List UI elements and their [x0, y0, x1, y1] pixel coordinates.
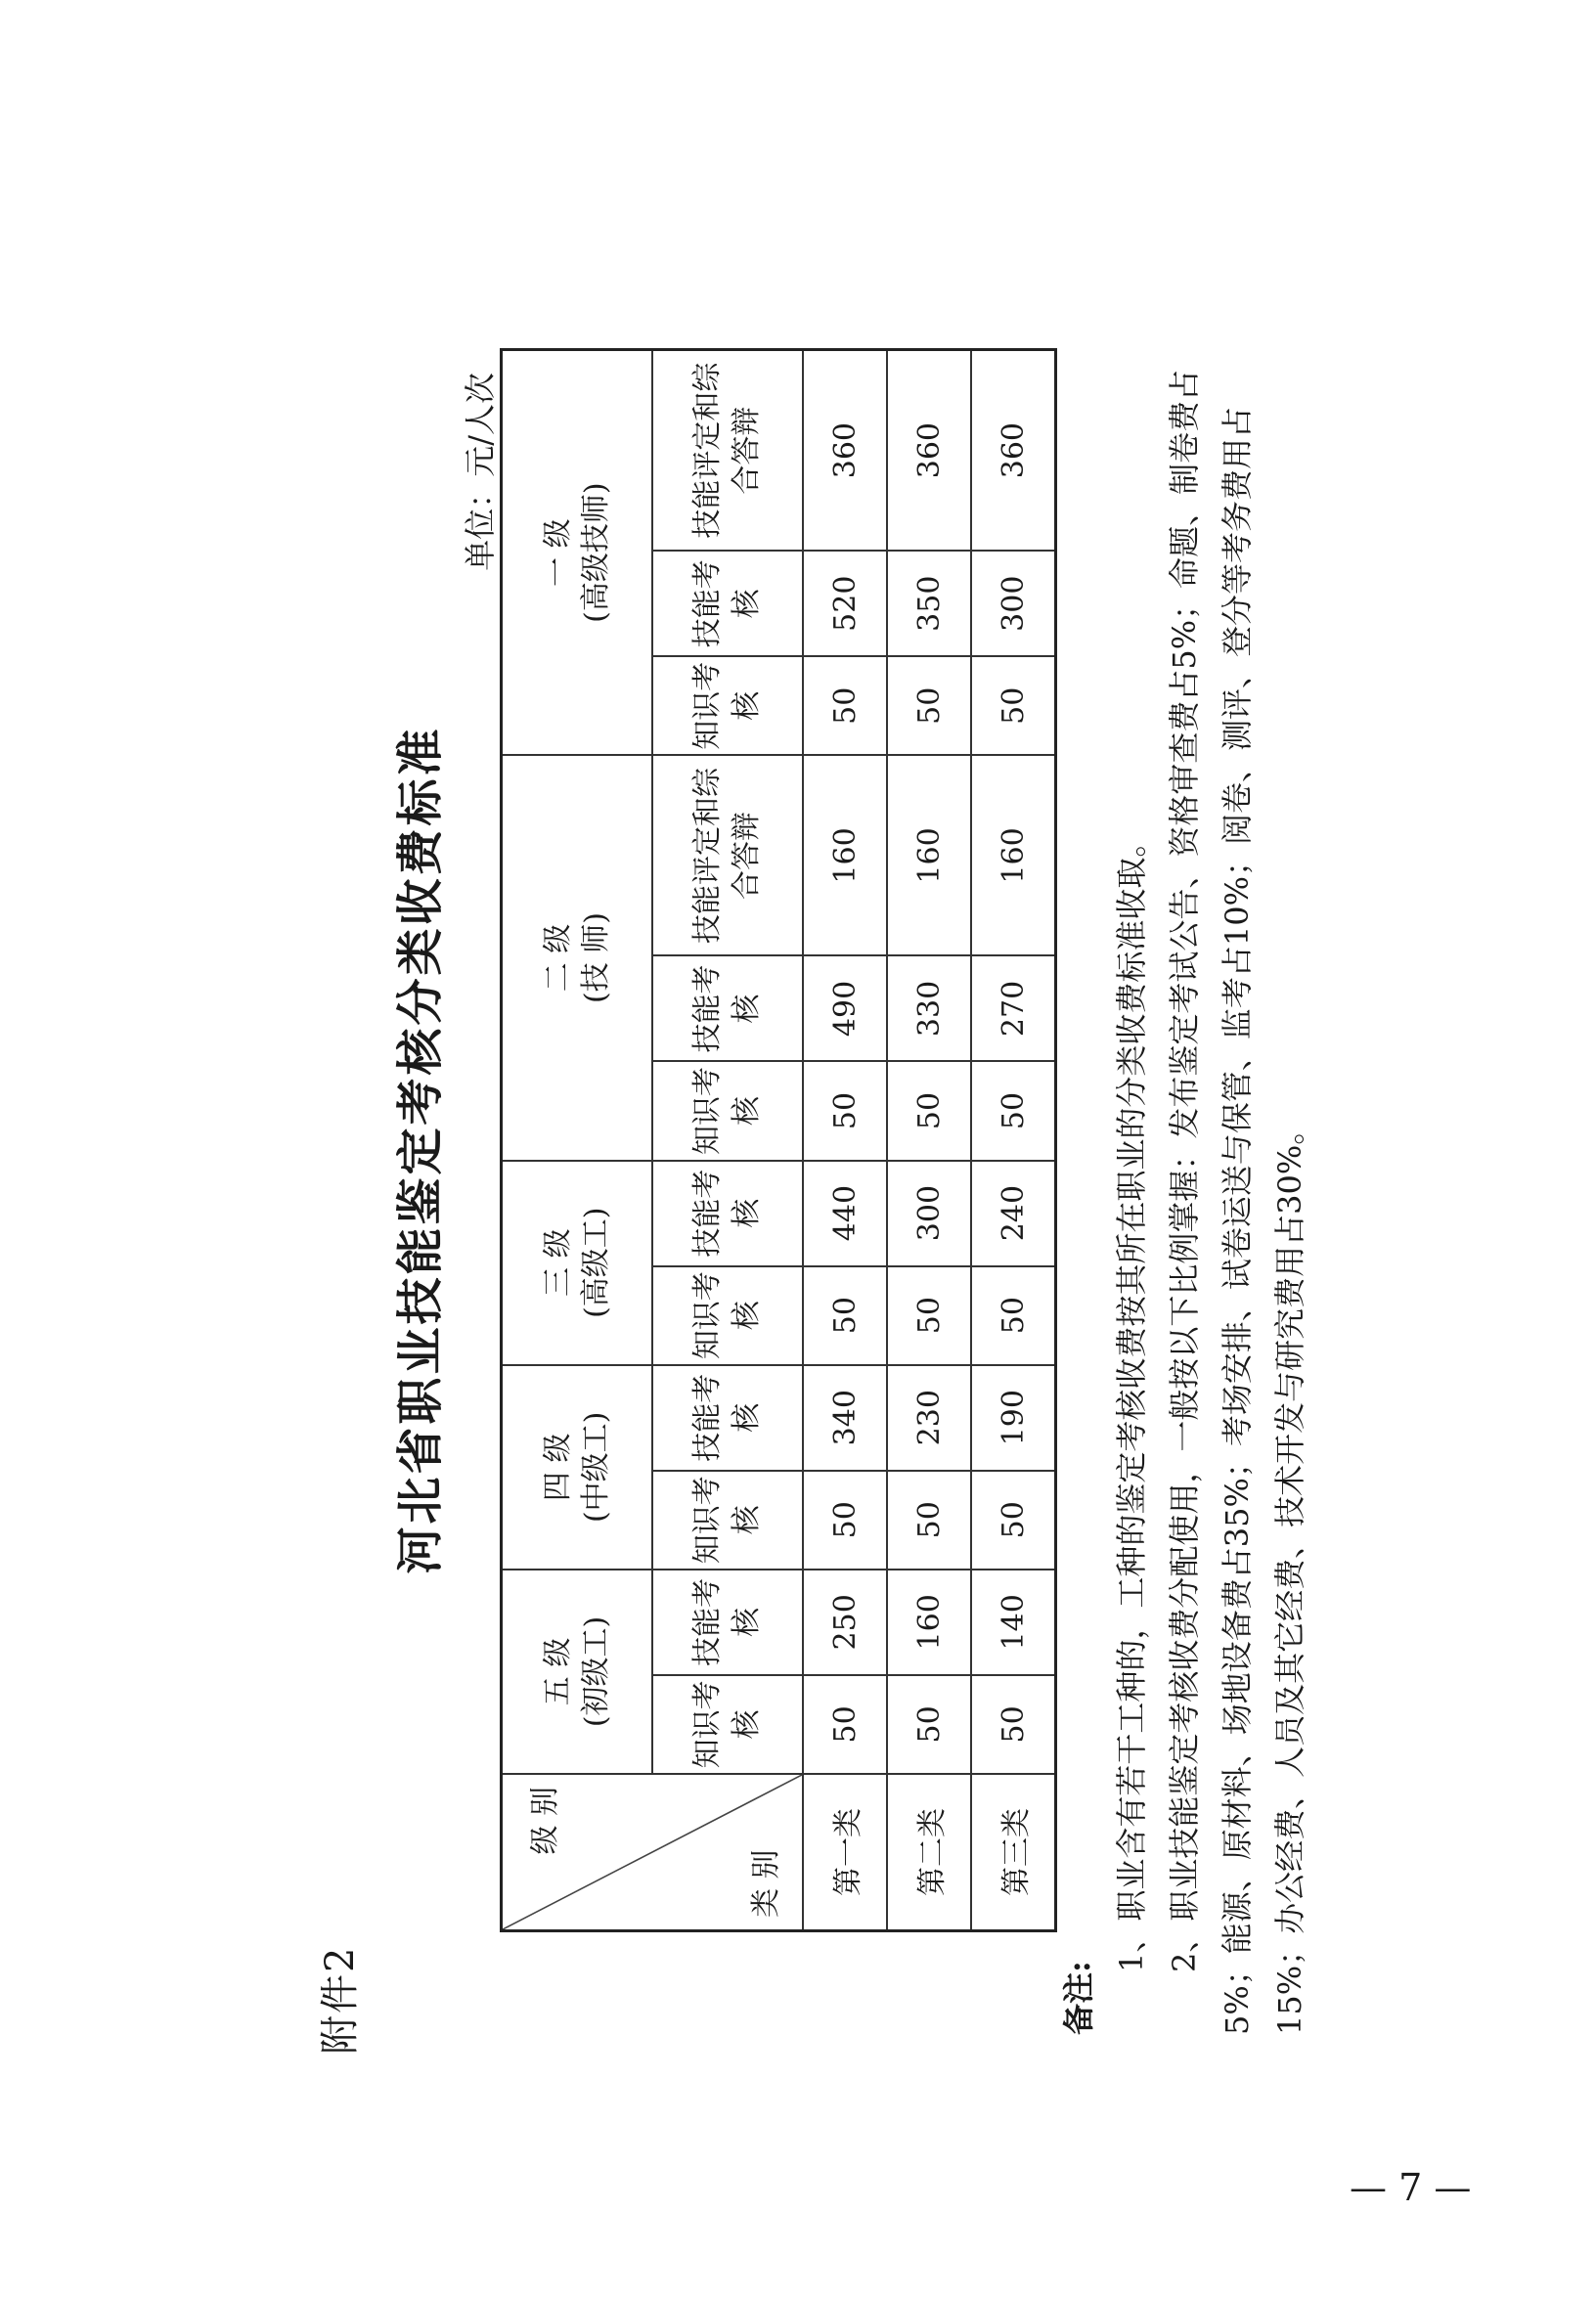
sub-header-review: 技能评定和综合答辩 — [652, 350, 803, 552]
grade-name: 四 级 — [541, 1433, 575, 1502]
row-category-label: 第一类 — [803, 1774, 887, 1931]
fee-cell: 190 — [971, 1365, 1056, 1471]
sub-header-skill: 技能考核 — [652, 1570, 803, 1675]
fee-cell: 50 — [971, 1471, 1056, 1570]
fee-cell: 50 — [971, 1061, 1056, 1160]
fee-cell: 440 — [803, 1161, 887, 1266]
fee-cell: 50 — [887, 1471, 971, 1570]
table-corner-cell — [502, 1774, 804, 1931]
grade-sub: (初级工) — [579, 1615, 613, 1728]
fee-cell: 360 — [803, 350, 887, 552]
fee-cell: 240 — [971, 1161, 1056, 1266]
fee-cell: 300 — [887, 1161, 971, 1266]
fee-cell: 50 — [803, 1061, 887, 1160]
fee-cell: 160 — [803, 755, 887, 955]
fee-cell: 50 — [887, 1061, 971, 1160]
sub-header-knowledge: 知识考核 — [652, 1471, 803, 1570]
rotated-content — [162, 148, 1434, 2152]
grade-name: 一 级 — [541, 518, 575, 587]
grade-sub: (高级技师) — [579, 482, 613, 623]
fee-cell: 360 — [887, 350, 971, 552]
grade-name: 五 级 — [541, 1637, 575, 1706]
fee-cell: 300 — [971, 551, 1056, 656]
fee-cell: 50 — [971, 656, 1056, 755]
notes-section — [1052, 314, 1316, 2035]
corner-type-label: 类 别 — [749, 1849, 783, 1918]
fee-cell: 50 — [803, 1266, 887, 1365]
grade-header-4 — [502, 1365, 653, 1570]
sub-header-knowledge: 知识考核 — [652, 656, 803, 755]
grade-sub: (高级工) — [579, 1207, 613, 1318]
fee-cell: 50 — [887, 656, 971, 755]
fee-rows — [803, 350, 1056, 1931]
sub-header-knowledge: 知识考核 — [652, 1061, 803, 1160]
fee-cell: 330 — [887, 956, 971, 1062]
table-row — [971, 350, 1056, 1931]
table-row — [887, 350, 971, 1931]
grade-sub: (中级工) — [579, 1411, 613, 1524]
fee-cell: 160 — [887, 1570, 971, 1675]
fee-cell: 490 — [803, 956, 887, 1062]
grade-sub: (技 师) — [579, 912, 613, 1003]
sub-header-knowledge: 知识考核 — [652, 1266, 803, 1365]
table-row — [803, 350, 887, 1931]
grade-name: 二 级 — [541, 923, 575, 993]
fee-cell: 350 — [887, 551, 971, 656]
sub-header-review: 技能评定和综合答辩 — [652, 755, 803, 955]
fee-cell: 340 — [803, 1365, 887, 1471]
fee-cell: 140 — [971, 1570, 1056, 1675]
fee-cell: 160 — [971, 755, 1056, 955]
unit-label: 单位：元/人次 — [462, 373, 499, 571]
fee-cell: 50 — [803, 1675, 887, 1774]
corner-grade-label: 级 别 — [528, 1787, 562, 1855]
sub-header-skill: 技能考核 — [652, 1365, 803, 1471]
grade-header-2 — [502, 755, 653, 1160]
fee-cell: 50 — [887, 1266, 971, 1365]
grade-header-3 — [502, 1161, 653, 1365]
notes-label: 备注: — [1060, 1961, 1097, 2035]
row-category-label: 第二类 — [887, 1774, 971, 1931]
sub-header-skill: 技能考核 — [652, 1161, 803, 1266]
grade-header-1 — [502, 350, 653, 756]
fee-cell: 270 — [971, 956, 1056, 1062]
fee-cell: 360 — [971, 350, 1056, 552]
fee-cell: 520 — [803, 551, 887, 656]
note-item-1: 1、职业含有若干工种的，工种的鉴定考核收费按其所在职业的分类收费标准收取。 — [1113, 825, 1150, 1972]
sub-header-knowledge: 知识考核 — [652, 1675, 803, 1774]
fee-cell: 50 — [803, 1471, 887, 1570]
fee-cell: 50 — [971, 1675, 1056, 1774]
fee-table — [500, 348, 1057, 1932]
row-category-label: 第三类 — [971, 1774, 1056, 1931]
sub-header-skill: 技能考核 — [652, 956, 803, 1062]
fee-cell: 230 — [887, 1365, 971, 1471]
fee-cell: 250 — [803, 1570, 887, 1675]
note-item-2: 2、职业技能鉴定考核收费分配使用，一般按以下比例掌握：发布鉴定考试公告、资格审查费占5%；命题、制卷费占5%；能源、原材料、场地设备费占35%；考场安排、试卷运送与保管、监考占10%；阅卷、测评、登分等考务费用占15%；办公经费、人员及其它经费、技术开发与研究费用占30%。 — [1166, 369, 1308, 2035]
page-number: — 7 — — [1350, 2166, 1472, 2209]
fee-cell: 50 — [887, 1675, 971, 1774]
fee-cell: 50 — [803, 656, 887, 755]
document-title: 河北省职业技能鉴定考核分类收费标准 — [393, 726, 448, 1574]
grade-name: 三 级 — [541, 1228, 575, 1297]
fee-cell: 50 — [971, 1266, 1056, 1365]
grade-header-5 — [502, 1570, 653, 1774]
sub-header-skill: 技能考核 — [652, 551, 803, 656]
attachment-label: 附件2 — [318, 1945, 363, 2055]
fee-cell: 160 — [887, 755, 971, 955]
